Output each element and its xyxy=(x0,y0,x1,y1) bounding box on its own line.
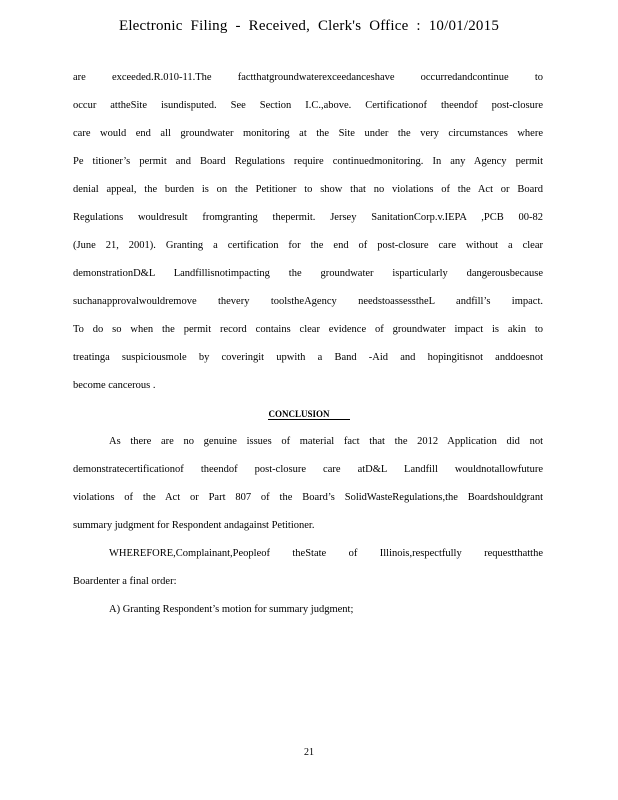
text-line: Boardenter a final order: xyxy=(73,576,177,587)
text-line: demonstrationD&L Landfillisnotimpacting the groundwater isparticularly dangerousbecause xyxy=(73,268,543,279)
text-line: care would end all groundwater monitoring at the Site under the very circumstances where xyxy=(73,128,543,139)
text-line: summary judgment for Respondent andagainst Petitioner. xyxy=(73,520,315,531)
text-line: Regulations wouldresult fromgranting thepermit. Jersey SanitationCorp.v.IEPA ,PCB 00-82 xyxy=(73,212,543,223)
argument-paragraph xyxy=(73,64,543,400)
filing-header: Electronic Filing - Received, Clerk's Office : 10/01/2015 xyxy=(118,18,500,34)
text-line: (June 21, 2001). Granting a certification for the end of post-closure care without a clear xyxy=(73,240,543,251)
text-line: occur attheSite isundisputed. See Section I.C.,above. Certificationof theendof post-closure xyxy=(73,100,543,111)
text-line: violations of the Act or Part 807 of the Board’s SolidWasteRegulations,the Boardshouldgrant xyxy=(73,492,543,503)
text-line: To do so when the permit record contains clear evidence of groundwater impact is akin to xyxy=(73,324,543,335)
conclusion-paragraph xyxy=(73,428,543,624)
text-line: A) Granting Respondent’s motion for summary judgment; xyxy=(109,604,354,615)
text-line: are exceeded.R.010-11.The factthatgroundwaterexceedanceshave occurredandcontinue to xyxy=(73,72,543,83)
text-line: denial appeal, the burden is on the Petitioner to show that no violations of the Act or Board xyxy=(73,184,543,195)
conclusion-heading xyxy=(0,400,618,428)
text-line: become cancerous . xyxy=(73,380,156,391)
page-number: 21 xyxy=(304,747,314,758)
text-line: As there are no genuine issues of material fact that the 2012 Application did not xyxy=(109,436,543,447)
text-line: suchanapprovalwouldremove thevery toolstheAgency needstoassesstheL andfill’s impact. xyxy=(73,296,543,307)
text-line: Pe titioner’s permit and Board Regulations require continuedmonitoring. In any Agency permit xyxy=(73,156,543,167)
text-line: demonstratecertificationof theendof post-closure care atD&L Landfill wouldnotallowfuture xyxy=(73,464,543,475)
text-line: treatinga suspiciousmole by coveringit upwith a Band -Aid and hopingitisnot anddoesnot xyxy=(73,352,543,363)
conclusion-heading-text: CONCLUSION xyxy=(268,409,349,420)
text-line: WHEREFORE,Complainant,Peopleof theState of Illinois,respectfully requestthatthe xyxy=(109,548,543,559)
